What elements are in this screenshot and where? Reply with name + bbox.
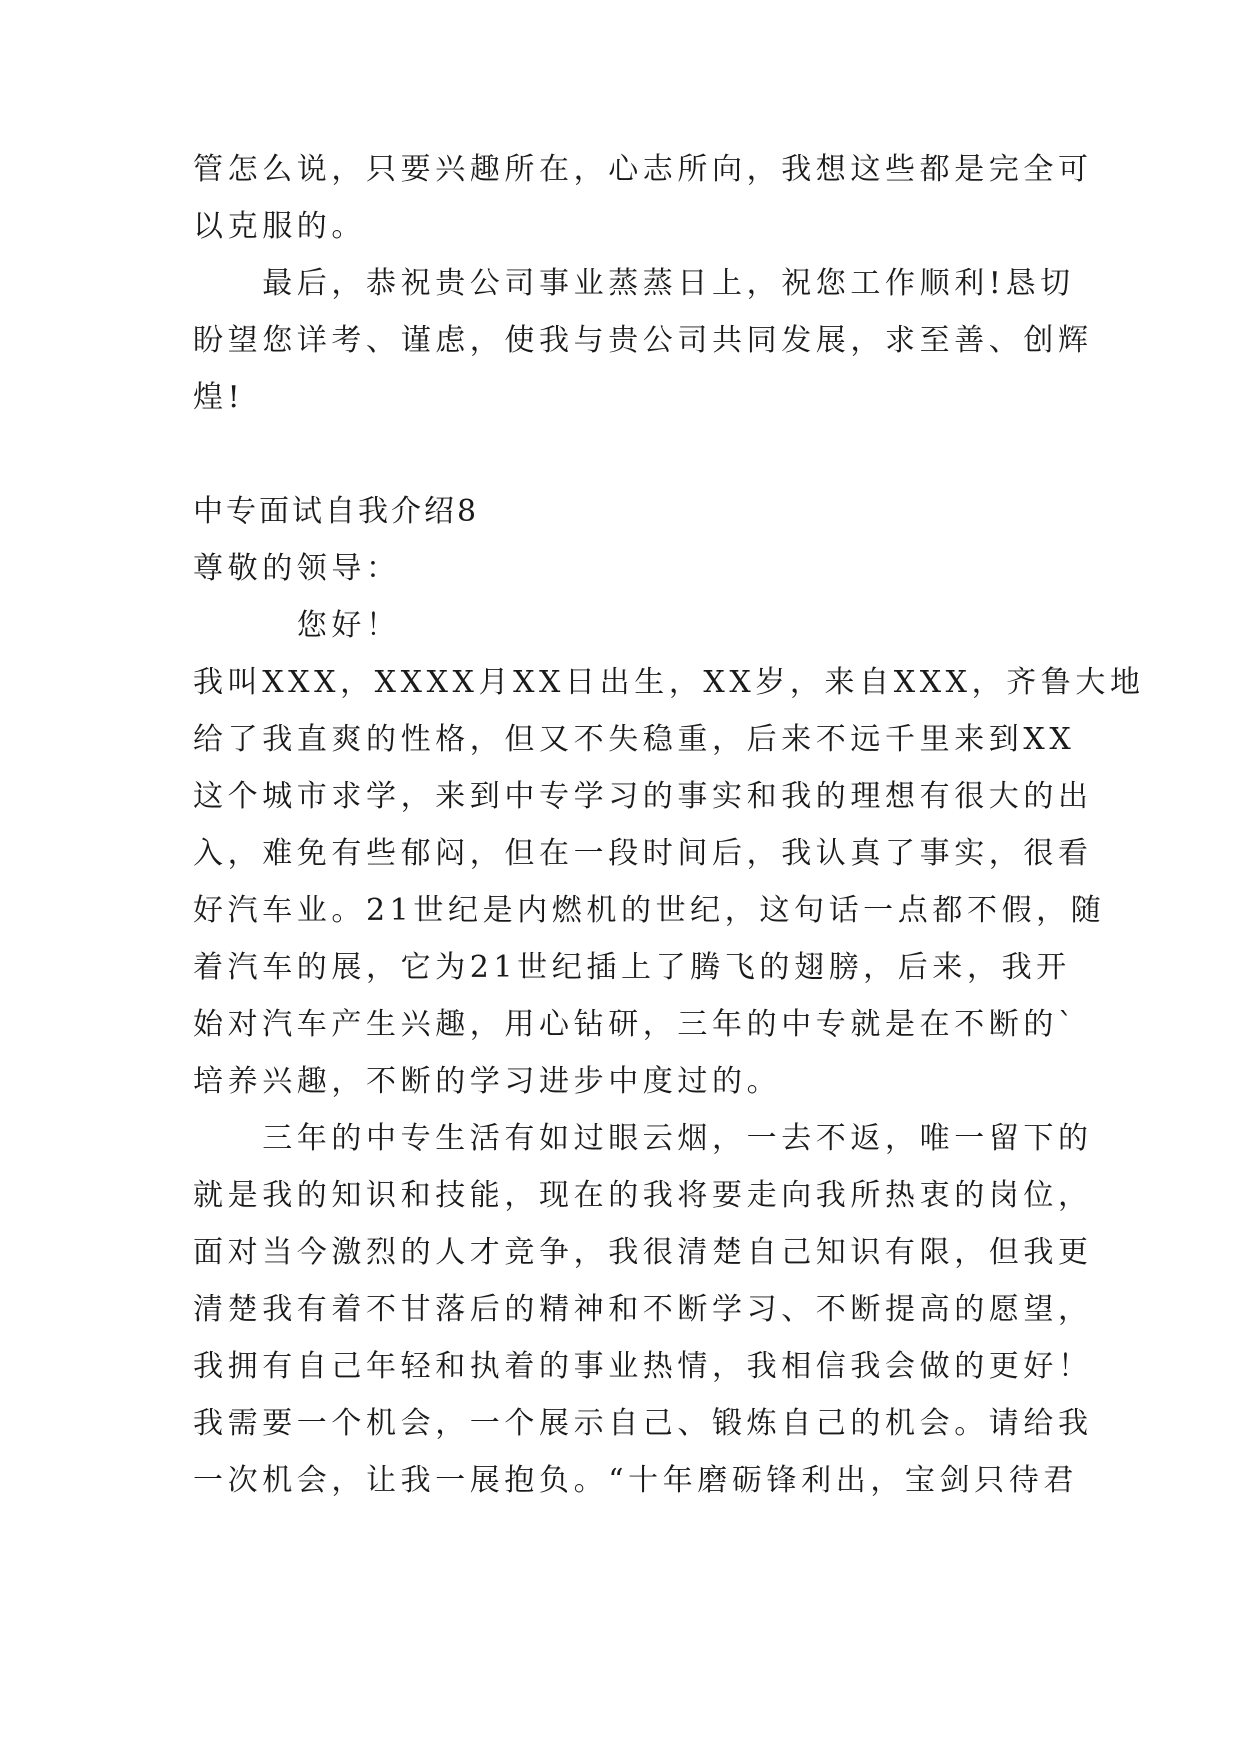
text-line: 着汽车的展，它为21世纪插上了腾飞的翅膀，后来，我开 — [193, 950, 1071, 985]
section-heading: 中专面试自我介绍8 — [193, 494, 480, 529]
text-line: 面对当今激烈的人才竞争，我很清楚自己知识有限，但我更 — [193, 1235, 1093, 1270]
text-line: 给了我直爽的性格，但又不失稳重，后来不远千里来到XX — [193, 722, 1076, 757]
text-line: 清楚我有着不甘落后的精神和不断学习、不断提高的愿望， — [193, 1292, 1093, 1327]
text-line: 最后，恭祝贵公司事业蒸蒸日上，祝您工作顺利!恳切 — [193, 266, 1075, 301]
text-line: 这个城市求学，来到中专学习的事实和我的理想有很大的出 — [193, 779, 1093, 814]
text-line: 管怎么说，只要兴趣所在，心志所向，我想这些都是完全可 — [193, 152, 1093, 187]
text-line: 我拥有自己年轻和执着的事业热情，我相信我会做的更好！ — [193, 1349, 1093, 1384]
text-line: 始对汽车产生兴趣，用心钻研，三年的中专就是在不断的` — [193, 1007, 1078, 1042]
salutation: 尊敬的领导： — [193, 551, 401, 586]
text-line: 培养兴趣，不断的学习进步中度过的。 — [193, 1064, 782, 1099]
text-line: 盼望您详考、谨虑，使我与贵公司共同发展，求至善、创辉 — [193, 323, 1093, 358]
text-line: 以克服的。 — [193, 209, 366, 244]
text-line: 入，难免有些郁闷，但在一段时间后，我认真了事实，很看 — [193, 836, 1093, 871]
text-line: 好汽车业。21世纪是内燃机的世纪，这句话一点都不假，随 — [193, 893, 1106, 928]
text-line: 煌! — [193, 380, 245, 415]
text-line: 一次机会，让我一展抱负。“十年磨砺锋利出，宝剑只待君 — [193, 1463, 1078, 1498]
greeting: 您好！ — [193, 608, 401, 643]
text-line: 三年的中专生活有如过眼云烟，一去不返，唯一留下的 — [193, 1121, 1093, 1156]
text-line: 我叫XXX，XXXX月XX日出生，XX岁，来自XXX，齐鲁大地 — [193, 665, 1145, 700]
text-line: 就是我的知识和技能，现在的我将要走向我所热衷的岗位， — [193, 1178, 1093, 1213]
text-line: 我需要一个机会，一个展示自己、锻炼自己的机会。请给我 — [193, 1406, 1093, 1441]
